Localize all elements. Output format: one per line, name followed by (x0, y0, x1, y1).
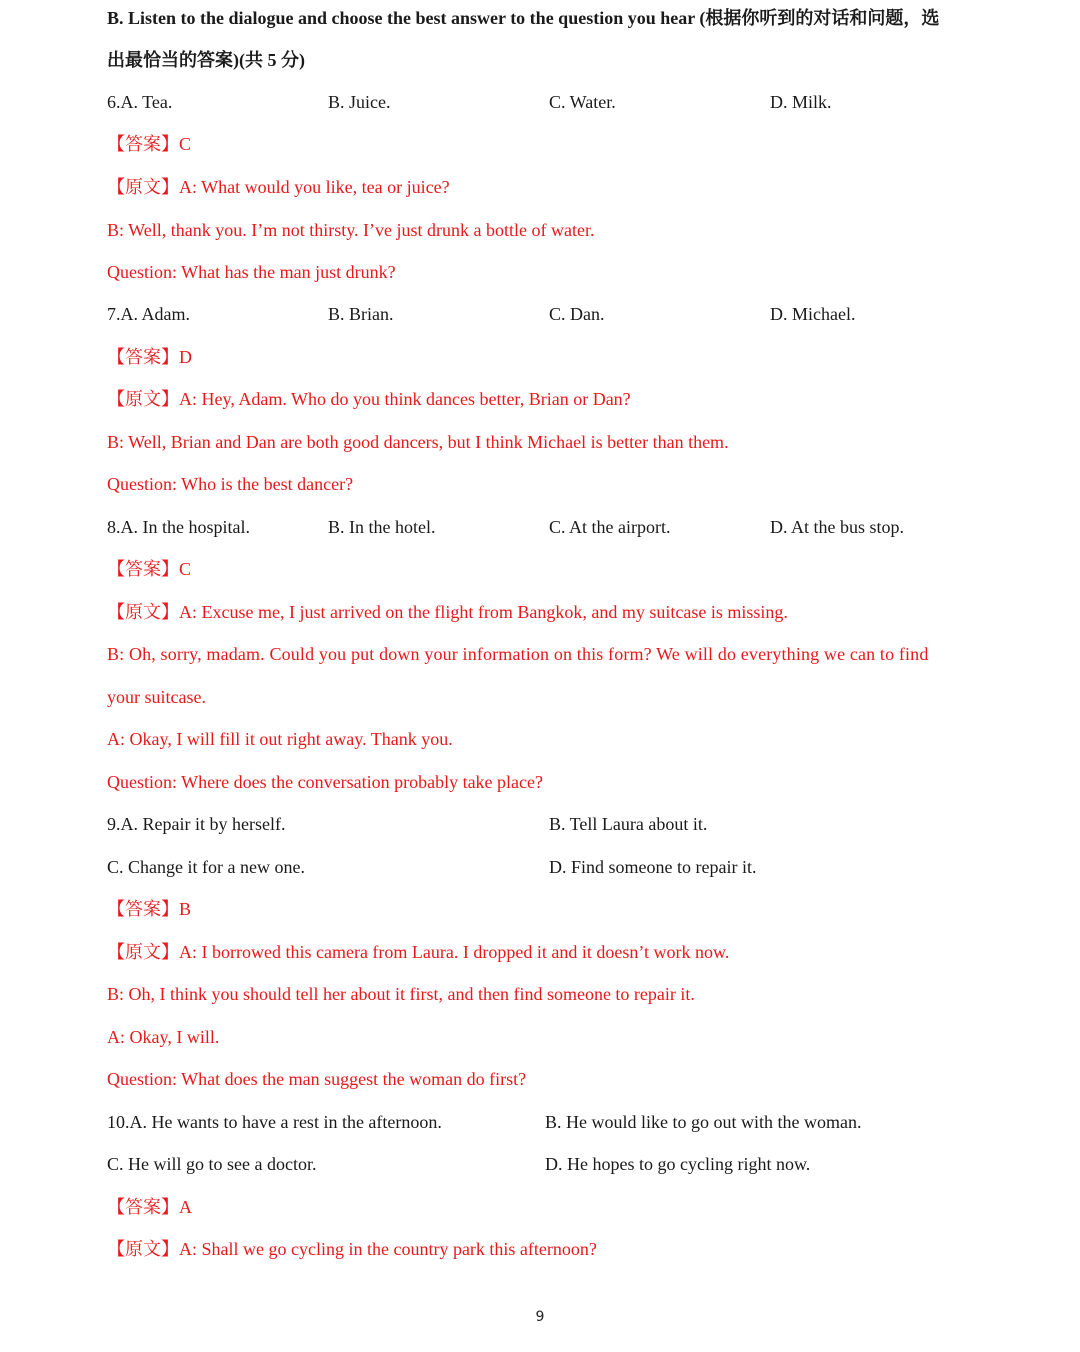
option-a: 10.A. He wants to have a rest in the afternoon. (107, 1112, 442, 1132)
option-d: D. He hopes to go cycling right now. (545, 1154, 811, 1174)
option-b: B. Tell Laura about it. (549, 814, 708, 834)
question-6-script-line-3: Question: What has the man just drunk? (107, 262, 396, 282)
question-8-script-line-5: Question: Where does the conversation probably take place? (107, 772, 544, 792)
option-d: D. At the bus stop. (770, 517, 905, 537)
option-a: 9.A. Repair it by herself. (107, 814, 286, 834)
option-d: D. Milk. (770, 92, 832, 112)
question-7-script-line-1: 【原文】A: Hey, Adam. Who do you think dances better, Brian or Dan? (107, 389, 631, 409)
question-8-script-line-2: B: Oh, sorry, madam. Could you put down your information on this form? We will do everything we can to find (107, 644, 929, 664)
section-heading-line-1: B. Listen to the dialogue and choose the best answer to the question you hear (根据你听到的对话和问题，选 (107, 8, 940, 28)
question-10-answer: 【答案】A (107, 1197, 192, 1217)
section-heading-line-2: 出最恰当的答案)(共 5 分) (107, 50, 305, 70)
question-6-script-line-2: B: Well, thank you. I’m not thirsty. I’ve just drunk a bottle of water. (107, 220, 595, 240)
question-7-script-line-3: Question: Who is the best dancer? (107, 474, 354, 494)
option-c: C. At the airport. (549, 517, 671, 537)
question-6-answer: 【答案】C (107, 134, 192, 154)
question-6-script-line-1: 【原文】A: What would you like, tea or juice? (107, 177, 450, 197)
question-10-options-row-2 (107, 1153, 997, 1175)
option-c: C. Water. (549, 92, 616, 112)
question-8-script-line-4: A: Okay, I will fill it out right away. Thank you. (107, 729, 453, 749)
question-7-answer: 【答案】D (107, 347, 192, 367)
question-6-options (107, 91, 997, 113)
question-9-script-line-2: B: Oh, I think you should tell her about it first, and then find someone to repair it. (107, 984, 695, 1004)
page-number: 9 (535, 1309, 545, 1325)
option-a: 8.A. In the hospital. (107, 517, 250, 537)
question-8-script-line-1: 【原文】A: Excuse me, I just arrived on the flight from Bangkok, and my suitcase is missing. (107, 602, 788, 622)
option-a: 7.A. Adam. (107, 304, 190, 324)
question-9-options-row-2 (107, 856, 997, 878)
question-10-options-row-1 (107, 1111, 997, 1133)
option-c: C. He will go to see a doctor. (107, 1154, 317, 1174)
question-8-script-line-3: your suitcase. (107, 687, 206, 707)
option-c: C. Dan. (549, 304, 605, 324)
question-8-answer: 【答案】C (107, 559, 192, 579)
question-9-script-line-4: Question: What does the man suggest the woman do first? (107, 1069, 527, 1089)
question-7-script-line-2: B: Well, Brian and Dan are both good dancers, but I think Michael is better than them. (107, 432, 729, 452)
question-8-options (107, 516, 997, 538)
question-7-options (107, 303, 997, 325)
question-10-script-line-1: 【原文】A: Shall we go cycling in the country park this afternoon? (107, 1239, 597, 1259)
question-9-options-row-1 (107, 813, 997, 835)
question-9-script-line-1: 【原文】A: I borrowed this camera from Laura. I dropped it and it doesn’t work now. (107, 942, 730, 962)
option-b: B. In the hotel. (328, 517, 436, 537)
option-d: D. Find someone to repair it. (549, 857, 757, 877)
option-a: 6.A. Tea. (107, 92, 173, 112)
option-b: B. Brian. (328, 304, 394, 324)
option-d: D. Michael. (770, 304, 856, 324)
option-b: B. Juice. (328, 92, 391, 112)
question-9-script-line-3: A: Okay, I will. (107, 1027, 220, 1047)
option-b: B. He would like to go out with the woman. (545, 1112, 862, 1132)
option-c: C. Change it for a new one. (107, 857, 305, 877)
question-9-answer: 【答案】B (107, 899, 192, 919)
